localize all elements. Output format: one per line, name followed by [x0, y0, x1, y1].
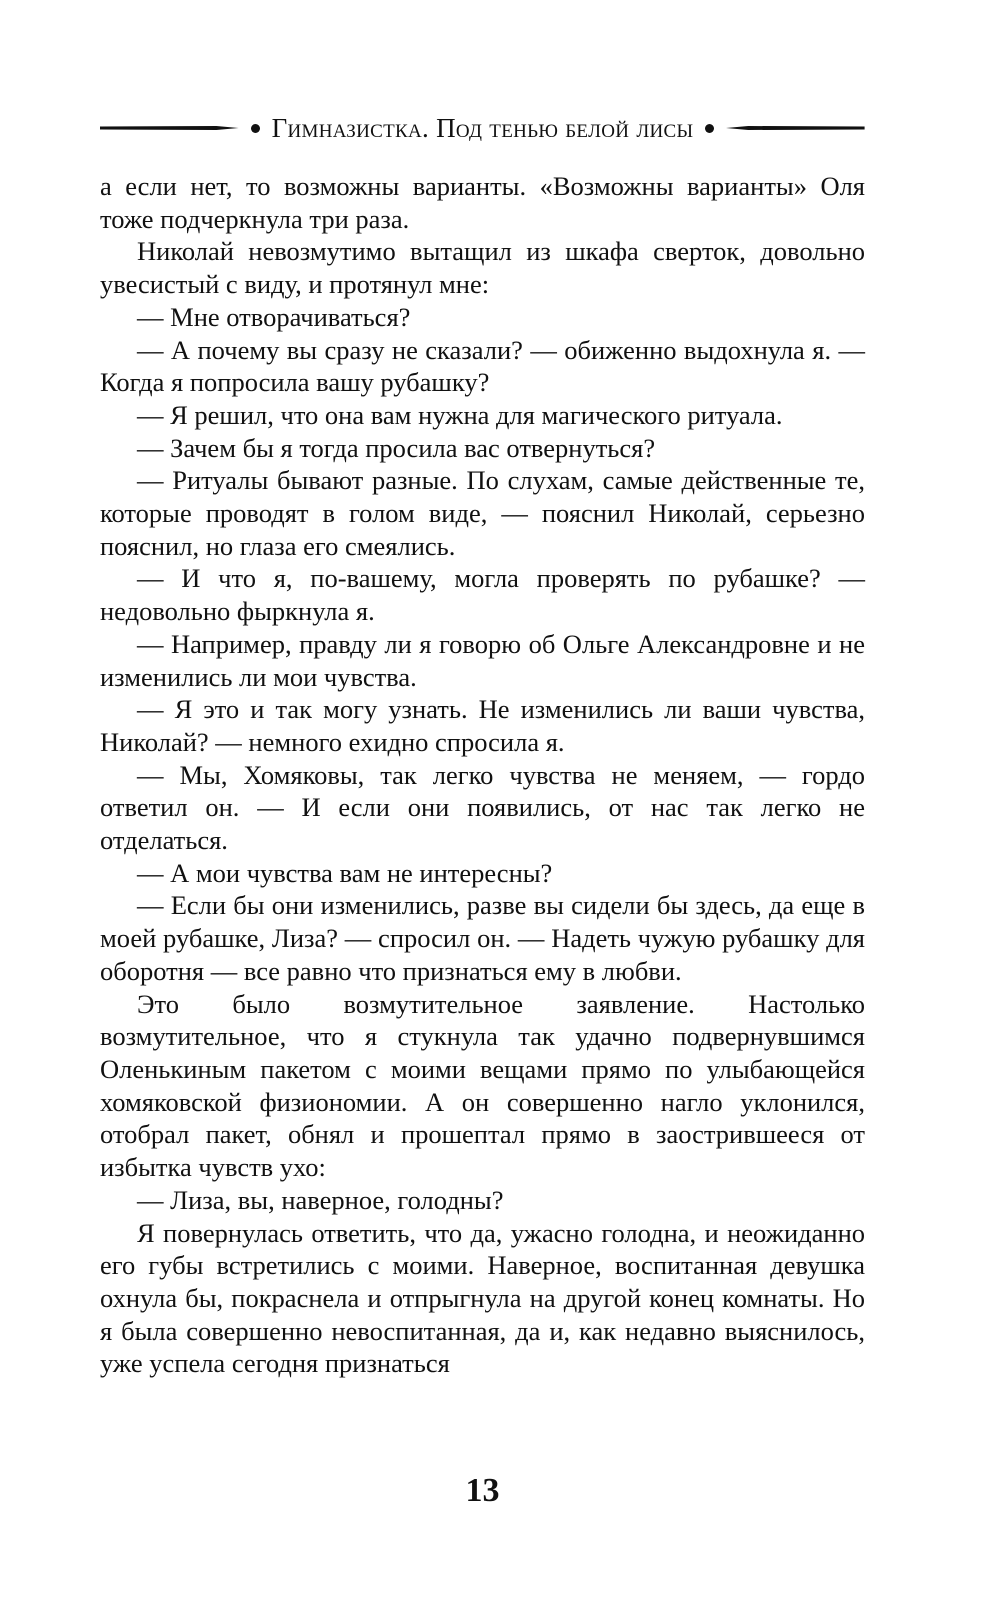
dialogue-line: — Например, правду ли я говорю об Ольге Александровне и не изменились ли мои чувства. — [100, 628, 865, 692]
dialogue-line: — Зачем бы я тогда просила вас отвернуться? — [137, 432, 656, 463]
dialogue-line: — Лиза, вы, наверное, голодны? — [137, 1184, 504, 1215]
paragraph: Николай невозмутимо вытащил из шкафа сверток, довольно увесистый с виду, и протянул мне: — [100, 236, 865, 300]
dialogue-line: — А почему вы сразу не сказали? — обиженно выдохнула я. — Когда я попросила вашу рубашку? — [100, 334, 865, 398]
paragraph: Это было возмутительное заявление. Настолько возмутительное, что я стукнула так удачно подвернувшимся Оленькиным пакетом с моими вещами прямо по улыбающейся хомяковской физиономии. А он совершенно нагло уклонился, отобрал пакет, обнял и прошептал прямо в заострившееся от избытка чувств ухо: — [100, 988, 865, 1183]
dialogue-line: — Мне отворачиваться? — [137, 301, 411, 332]
header-bullet-right — [705, 124, 714, 133]
header-rule-right — [726, 122, 865, 134]
page-number: 13 — [465, 1472, 500, 1509]
dialogue-line: — Я это и так могу узнать. Не изменились ли ваши чувства, Николай? — немного ехидно спросила я. — [100, 694, 865, 757]
dialogue-line: — Ритуалы бывают разные. По слухам, самые действенные те, которые проводят в голом виде, — пояснил Николай, серьезно пояснил, но глаза его смеялись. — [100, 465, 865, 561]
body-text — [100, 170, 865, 1380]
dialogue-line: — Мы, Хомяковы, так легко чувства не меняем, — гордо ответил он. — И если они появились, от нас так легко не отделаться. — [100, 759, 865, 856]
running-header-title: Гимназистка. Под тенью белой лисы — [271, 112, 694, 143]
header-rule-left — [100, 122, 239, 134]
dialogue-line: — Если бы они изменились, разве вы сидели бы здесь, да еще в моей рубашке, Лиза? — спросил он. — Надеть чужую рубашку для оборотня — все равно что признаться ему в любви. — [100, 890, 865, 986]
paragraph: Я повернулась ответить, что да, ужасно голодна, и неожиданно его губы встретились с моими. Наверное, воспитанная девушка охнула бы, покраснела и отпрыгнула на другой конец комнаты. Но я была совершенно невоспитанная, да и, как недавно выяснилось, уже успела сегодня признаться — [100, 1217, 865, 1379]
dialogue-line: — И что я, по-вашему, могла проверять по рубашке? — недовольно фыркнула я. — [100, 563, 865, 627]
dialogue-line: — А мои чувства вам не интересны? — [137, 857, 553, 888]
header-bullet-left — [251, 124, 260, 133]
dialogue-line: — Я решил, что она вам нужна для магического ритуала. — [137, 399, 783, 430]
paragraph: а если нет, то возможны варианты. «Возможны варианты» Оля тоже подчеркнула три раза. — [100, 171, 865, 234]
running-header — [100, 108, 865, 148]
